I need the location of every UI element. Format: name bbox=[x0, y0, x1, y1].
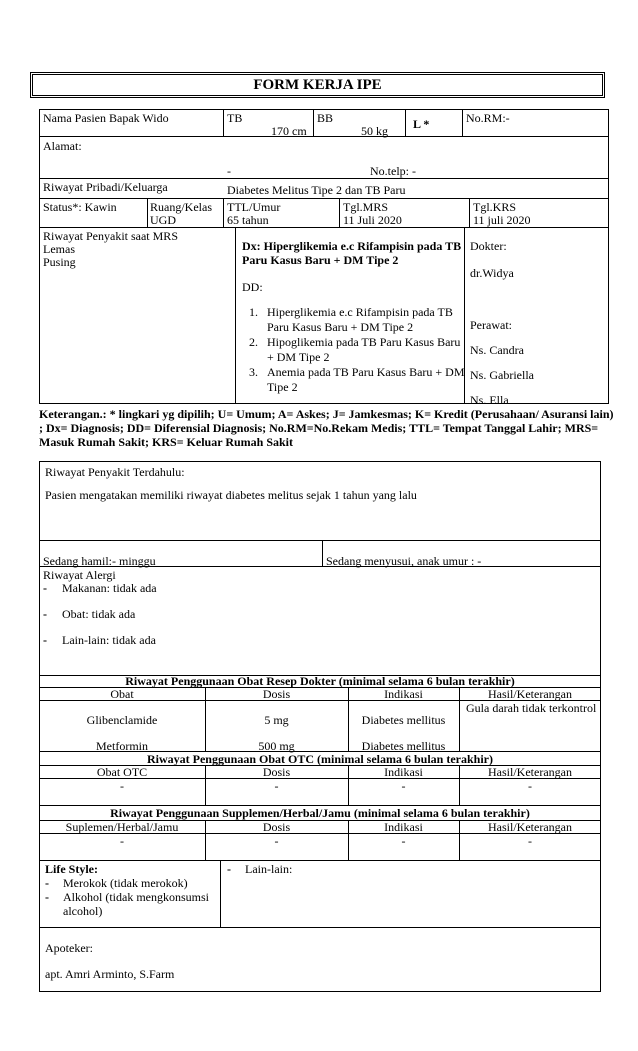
column-header: Dosis bbox=[262, 820, 291, 834]
alergi-item: Lain-lain: tidak ada bbox=[62, 633, 156, 647]
perawat-name: Ns. Candra bbox=[470, 343, 524, 357]
no-telp: No.telp: - bbox=[370, 164, 416, 178]
perawat-name: Ns. Ella bbox=[470, 393, 509, 407]
hamil-field: Sedang hamil:- minggu bbox=[43, 554, 156, 568]
column-header: Obat OTC bbox=[96, 765, 148, 779]
bullet-dash: - bbox=[45, 876, 49, 890]
tgl-krs-value: 11 juli 2020 bbox=[473, 213, 531, 227]
lifestyle-lain: Lain-lain: bbox=[245, 862, 293, 876]
drug-result: Gula darah tidak terkontrol bbox=[466, 701, 597, 715]
drug-dose: 500 mg bbox=[258, 739, 295, 753]
table-cell: - bbox=[274, 779, 279, 793]
ttl-value: 65 tahun bbox=[227, 213, 269, 227]
history-label: Riwayat Penyakit Terdahulu: bbox=[45, 465, 185, 479]
lifestyle-merokok: Merokok (tidak merokok) bbox=[63, 876, 188, 890]
resep-title: Riwayat Penggunaan Obat Resep Dokter (minimal selama 6 bulan terakhir) bbox=[125, 674, 515, 688]
no-rm: No.RM:- bbox=[466, 111, 510, 125]
ruang-label: Ruang/Kelas bbox=[150, 200, 212, 214]
bullet-dash: - bbox=[43, 607, 47, 621]
drug-indication: Diabetes mellitus bbox=[361, 739, 446, 753]
table-cell: - bbox=[528, 834, 532, 848]
tgl-krs-label: Tgl.KRS bbox=[473, 200, 517, 214]
dd-label: DD: bbox=[242, 280, 263, 294]
drug-name: Metformin bbox=[96, 739, 148, 753]
dd-item: Tipe 2 bbox=[267, 380, 298, 394]
dd-item: Hipoglikemia pada TB Paru Kasus Baru bbox=[267, 335, 461, 349]
symptom-item: Pusing bbox=[43, 255, 76, 269]
alamat-value: - bbox=[227, 164, 231, 178]
bullet-dash: - bbox=[43, 581, 47, 595]
alamat-label: Alamat: bbox=[43, 139, 82, 153]
table-cell: - bbox=[120, 779, 124, 793]
table-cell: - bbox=[401, 834, 406, 848]
perawat-label: Perawat: bbox=[470, 318, 512, 332]
bullet-dash: - bbox=[45, 890, 49, 904]
perawat-name: Ns. Gabriella bbox=[470, 368, 534, 382]
keterangan-line: Keterangan.: * lingkari yg dipilih; U= Umum; A= Askes; J= Jamkesmas; K= Kredit (Perusahaan/ Asuransi lain) bbox=[39, 407, 614, 421]
column-header: Hasil/Keterangan bbox=[488, 765, 572, 779]
column-header: Suplemen/Herbal/Jamu bbox=[65, 820, 179, 834]
drug-dose: 5 mg bbox=[264, 713, 289, 727]
dd-item: Hiperglikemia e.c Rifampisin pada TB bbox=[267, 305, 453, 319]
dd-number: 2. bbox=[249, 335, 258, 349]
dokter-label: Dokter: bbox=[470, 239, 507, 253]
column-header: Hasil/Keterangan bbox=[488, 687, 572, 701]
tgl-mrs-label: Tgl.MRS bbox=[343, 200, 389, 214]
table-cell: - bbox=[120, 834, 124, 848]
riwayat-pribadi-label: Riwayat Pribadi/Keluarga bbox=[43, 180, 168, 194]
drug-indication: Diabetes mellitus bbox=[361, 713, 446, 727]
ruang-value: UGD bbox=[150, 213, 176, 227]
dd-item: + DM Tipe 2 bbox=[267, 350, 330, 364]
keterangan-line: Masuk Rumah Sakit; KRS= Keluar Rumah Sakit bbox=[39, 435, 294, 449]
dokter-name: dr.Widya bbox=[470, 266, 514, 280]
patient-name: Nama Pasien Bapak Wido bbox=[43, 111, 169, 125]
lifestyle-alkohol: alcohol) bbox=[63, 904, 103, 918]
bullet-dash: - bbox=[227, 862, 231, 876]
bb-value: 50 kg bbox=[361, 124, 388, 138]
column-header: Indikasi bbox=[384, 820, 423, 834]
alergi-label: Riwayat Alergi bbox=[43, 568, 116, 582]
table-cell: - bbox=[401, 779, 406, 793]
lifestyle-alkohol: Alkohol (tidak mengkonsumsi bbox=[63, 890, 209, 904]
riwayat-pribadi-value: Diabetes Melitus Tipe 2 dan TB Paru bbox=[227, 183, 406, 197]
otc-title: Riwayat Penggunaan Obat OTC (minimal selama 6 bulan terakhir) bbox=[146, 752, 494, 766]
tgl-mrs-value: 11 Juli 2020 bbox=[343, 213, 402, 227]
tb-label: TB bbox=[227, 111, 243, 125]
ttl-label: TTL/Umur bbox=[227, 200, 281, 214]
alergi-item: Makanan: tidak ada bbox=[62, 581, 157, 595]
keterangan-line: ; Dx= Diagnosis; DD= Diferensial Diagnosis; No.RM=No.Rekam Medis; TTL= Tempat Tanggal Lahir; MRS= bbox=[39, 421, 599, 435]
diagnosis-line: Paru Kasus Baru + DM Tipe 2 bbox=[242, 253, 399, 267]
form-title: FORM KERJA IPE bbox=[32, 74, 603, 96]
apoteker-label: Apoteker: bbox=[45, 941, 93, 955]
tb-value: 170 cm bbox=[271, 124, 307, 138]
apoteker-name: apt. Amri Arminto, S.Farm bbox=[45, 967, 175, 981]
dd-item: Anemia pada TB Paru Kasus Baru + DM bbox=[267, 365, 465, 379]
lifestyle-label: Life Style: bbox=[45, 862, 98, 876]
column-header: Indikasi bbox=[384, 687, 423, 701]
bullet-dash: - bbox=[43, 633, 47, 647]
symptom-item: Lemas bbox=[43, 242, 75, 256]
column-header: Hasil/Keterangan bbox=[488, 820, 572, 834]
dd-item: Paru Kasus Baru + DM Tipe 2 bbox=[267, 320, 414, 334]
drug-name: Glibenclamide bbox=[86, 713, 158, 727]
column-header: Dosis bbox=[262, 687, 291, 701]
bb-label: BB bbox=[317, 111, 334, 125]
table-cell: - bbox=[528, 779, 532, 793]
dd-number: 3. bbox=[249, 365, 258, 379]
column-header: Obat bbox=[110, 687, 134, 701]
suplemen-title: Riwayat Penggunaan Supplemen/Herbal/Jamu (minimal selama 6 bulan terakhir) bbox=[110, 806, 530, 820]
status-kawin: Status*: Kawin bbox=[43, 200, 117, 214]
column-header: Dosis bbox=[262, 765, 291, 779]
column-header: Indikasi bbox=[384, 765, 423, 779]
alergi-item: Obat: tidak ada bbox=[62, 607, 136, 621]
dd-number: 1. bbox=[249, 305, 258, 319]
history-text: Pasien mengatakan memiliki riwayat diabetes melitus sejak 1 tahun yang lalu bbox=[45, 488, 417, 502]
table-cell: - bbox=[274, 834, 279, 848]
sex-value: L * bbox=[413, 117, 430, 131]
diagnosis-line: Dx: Hiperglikemia e.c Rifampisin pada TB bbox=[242, 239, 462, 253]
mrs-label: Riwayat Penyakit saat MRS bbox=[43, 229, 178, 243]
menyusui-field: Sedang menyusui, anak umur : - bbox=[326, 554, 482, 568]
